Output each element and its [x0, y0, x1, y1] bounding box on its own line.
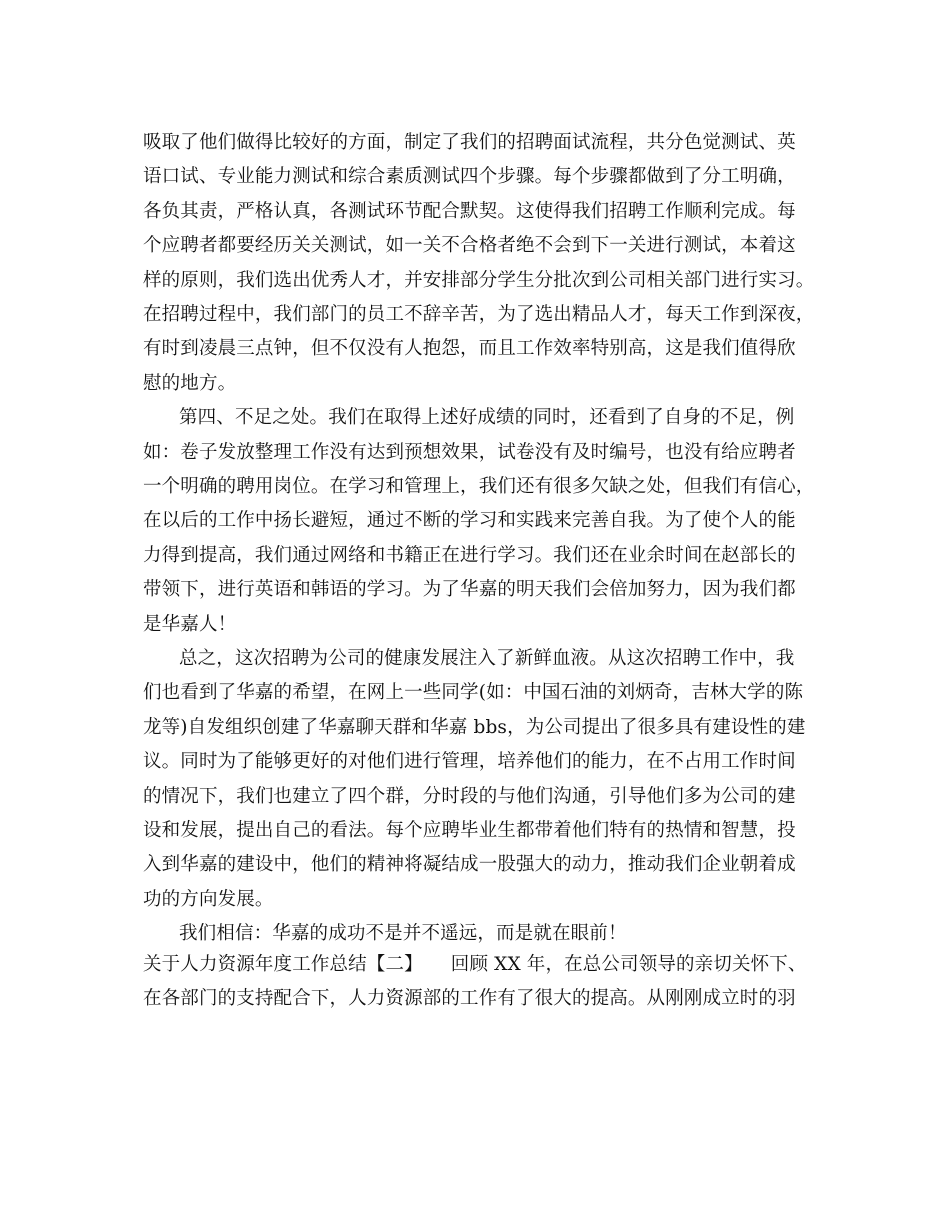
text-line: 在招聘过程中，我们部门的员工不辞辛苦，为了选出精品人才，每天工作到深夜，: [143, 304, 815, 325]
text-line: 的情况下，我们也建立了四个群，分时段的与他们沟通，引导他们多为公司的建: [143, 785, 796, 807]
text-line: 力得到提高，我们通过网络和书籍正在进行学习。我们还在业余时间在赵部长的: [143, 544, 796, 566]
paragraph-first-line: 总之，这次招聘为公司的健康发展注入了新鲜血液。从这次招聘工作中，我: [179, 648, 795, 669]
text-line: 如：卷子发放整理工作没有达到预想效果，试卷没有及时编号，也没有给应聘者: [143, 441, 796, 463]
text-line: 吸取了他们做得比较好的方面，制定了我们的招聘面试流程，共分色觉测试、英: [143, 132, 796, 153]
text-line: 慰的地方。: [143, 372, 237, 394]
text-line: 议。同时为了能够更好的对他们进行管理，培养他们的能力，在不占用工作时间: [143, 751, 796, 773]
text-line: 带领下，进行英语和韩语的学习。为了华嘉的明天我们会倍加努力，因为我们都: [143, 579, 796, 601]
text-line: 关于人力资源年度工作总结【二】 回顾 XX 年，在总公司领导的亲切关怀下、: [143, 953, 807, 975]
text-line: 们也看到了华嘉的希望，在网上一些同学(如：中国石油的刘炳奇，吉林大学的陈: [143, 682, 804, 704]
paragraph-first-line: 我们相信：华嘉的成功不是并不遥远，而是就在眼前！: [179, 923, 627, 945]
text-line: 有时到凌晨三点钟，但不仅没有人抱怨，而且工作效率特别高，这是我们值得欣: [143, 338, 796, 360]
text-line: 一个明确的聘用岗位。在学习和管理上，我们还有很多欠缺之处，但我们有信心，: [143, 476, 815, 497]
text-line: 在各部门的支持配合下，人力资源部的工作有了很大的提高。从刚刚成立时的羽: [143, 988, 796, 1009]
text-line: 语口试、专业能力测试和综合素质测试四个步骤。每个步骤都做到了分工明确，: [143, 166, 796, 188]
text-line: 在以后的工作中扬长避短，通过不断的学习和实践来完善自我。为了使个人的能: [143, 510, 796, 532]
paragraph-first-line: 第四、不足之处。我们在取得上述好成绩的同时，还看到了自身的不足，例: [179, 407, 795, 429]
text-line: 设和发展，提出自己的看法。每个应聘毕业生都带着他们特有的热情和智慧，投: [143, 820, 796, 841]
text-line: 入到华嘉的建设中，他们的精神将凝结成一股强大的动力，推动我们企业朝着成: [143, 854, 796, 876]
text-line: 龙等)自发组织创建了华嘉聊天群和华嘉 bbs，为公司提出了很多具有建设性的建: [143, 716, 806, 738]
text-line: 是华嘉人！: [143, 613, 237, 635]
text-line: 各负其责，严格认真，各测试环节配合默契。这使得我们招聘工作顺利完成。每: [143, 200, 796, 222]
text-line: 个应聘者都要经历关关测试，如一关不合格者绝不会到下一关进行测试，本着这: [143, 235, 796, 257]
text-line: 功的方向发展。: [143, 888, 274, 910]
text-line: 样的原则，我们选出优秀人才，并安排部分学生分批次到公司相关部门进行实习。: [143, 269, 815, 291]
